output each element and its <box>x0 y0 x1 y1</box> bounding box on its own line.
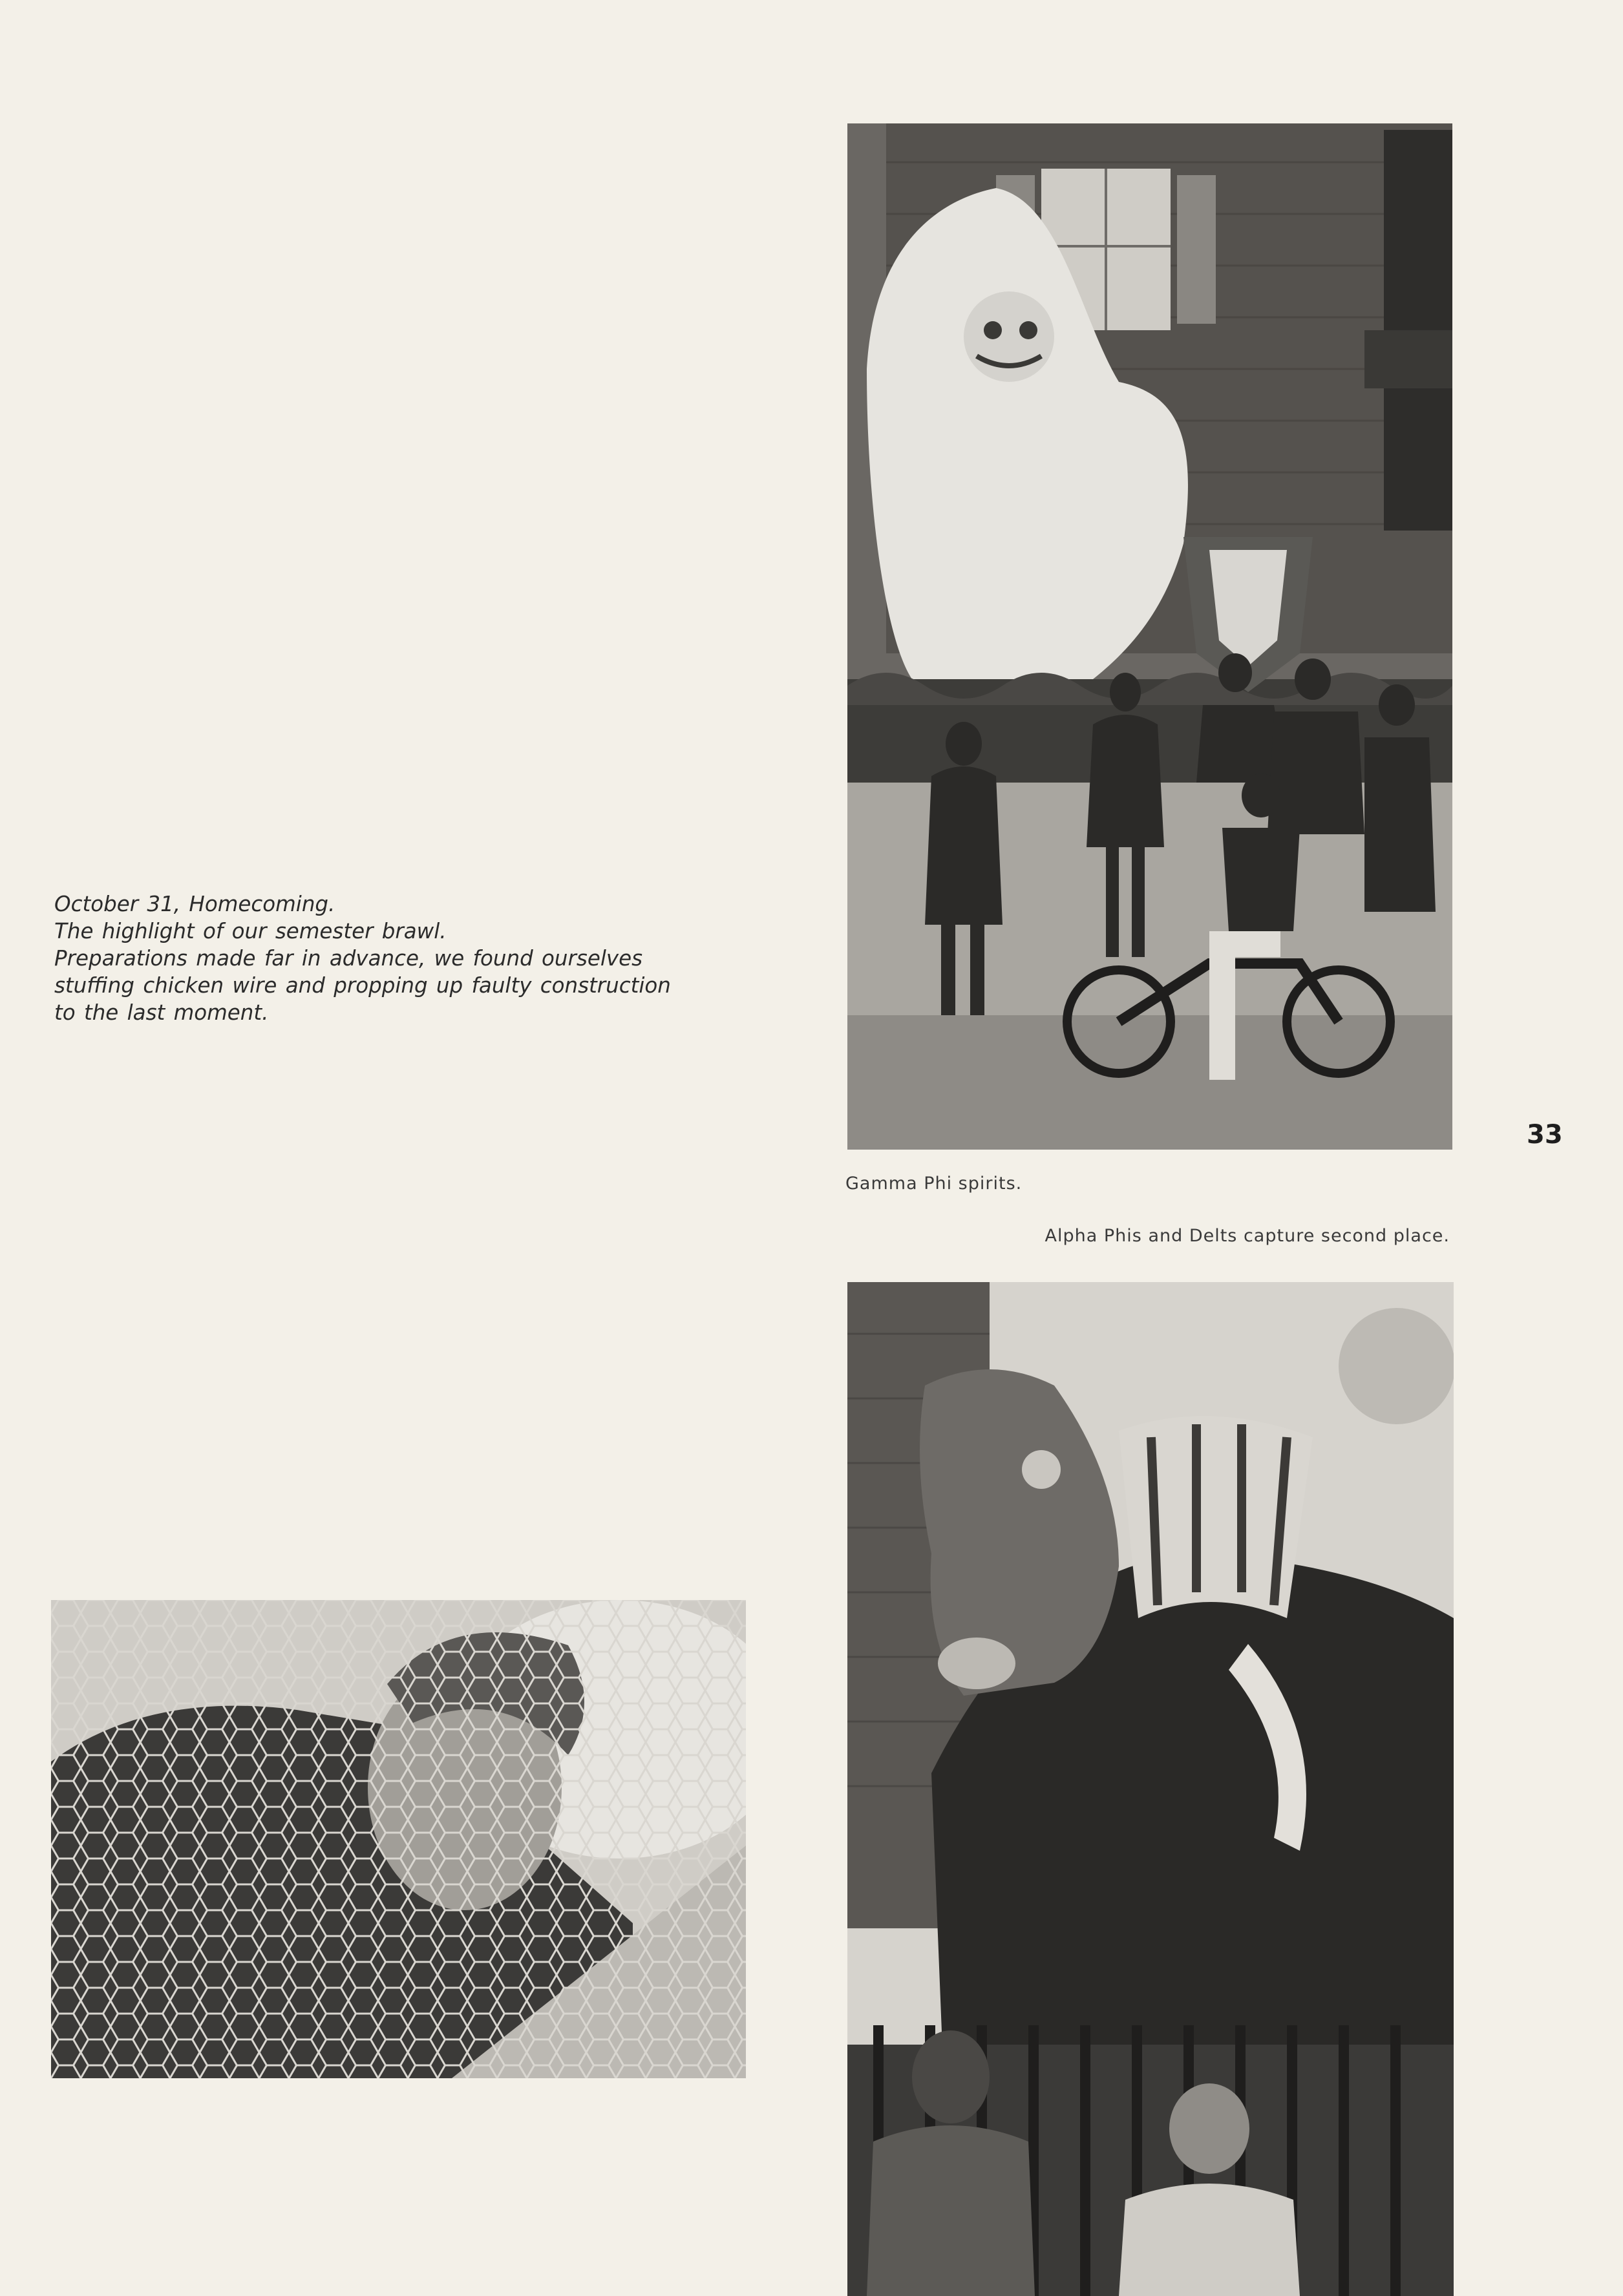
page-number: 33 <box>1527 1120 1563 1150</box>
intro-line: Preparations made far in advance, we found ourselves <box>54 946 643 971</box>
intro-paragraph <box>54 890 727 1026</box>
intro-line: The highlight of our semester brawl. <box>54 919 447 943</box>
photo-student-chicken-wire <box>51 1600 746 2078</box>
photo-homecoming-float-image <box>847 123 1452 1150</box>
photo-student-chicken-wire-image <box>51 1600 746 2078</box>
photo-homecoming-float <box>847 123 1452 1150</box>
caption-alpha-phis-delts: Alpha Phis and Delts capture second place. <box>1045 1226 1450 1246</box>
intro-line: stuffing chicken wire and propping up faulty construction <box>54 973 671 998</box>
caption-gamma-phi-spirits: Gamma Phi spirits. <box>845 1174 1023 1194</box>
photo-horse-float-image <box>847 1282 1454 2296</box>
intro-line: to the last moment. <box>54 1000 269 1025</box>
intro-line: October 31, Homecoming. <box>54 892 335 916</box>
photo-horse-float <box>847 1282 1454 2296</box>
